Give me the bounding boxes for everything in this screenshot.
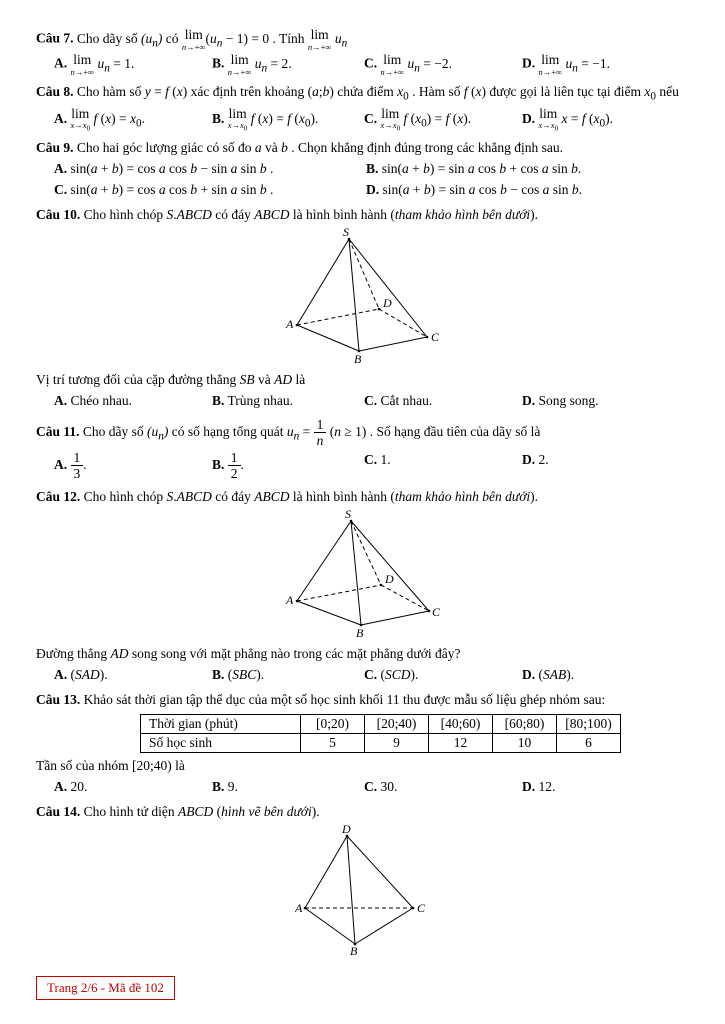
option-text: Chéo nhau.: [70, 393, 132, 409]
option-a: [54, 450, 212, 482]
table-cell: 10: [493, 733, 557, 752]
option-text: 20.: [70, 778, 88, 794]
option-a: [54, 665, 212, 685]
table-cell: 9: [365, 733, 429, 752]
option-letter: B.: [212, 667, 225, 683]
option-text: sin(a + b) = sin a cos b − cos a sin b.: [382, 181, 582, 197]
table-header-cell: [0;20): [301, 714, 365, 733]
question-8: [36, 82, 689, 133]
option-a: [54, 53, 212, 77]
figure-pyramid-sabcd-q12: [36, 509, 689, 643]
option-d: [522, 665, 689, 685]
option-text: $\frac{1}{2}$ .: [228, 457, 244, 472]
option-b: [212, 450, 364, 482]
option-letter: C.: [364, 55, 378, 71]
option-text: (SBC).: [227, 667, 265, 683]
option-b: [212, 53, 364, 77]
vertex-label-c: C: [431, 330, 440, 345]
option-c: [364, 107, 522, 133]
vertex-label-d: D: [383, 296, 392, 311]
table-header-cell: [60;80): [493, 714, 557, 733]
option-c: [364, 450, 522, 482]
question-text: Cho hình tứ diện ABCD (hình vẽ bên dưới).: [83, 804, 320, 820]
pyramid-drawing: [285, 227, 440, 365]
option-text: lim $x\to x_0$ f $(x) = x_0$.: [70, 105, 145, 134]
question-label: Câu 14.: [36, 804, 81, 820]
vertex-label-s: S: [345, 508, 351, 521]
option-letter: A.: [54, 456, 68, 472]
option-letter: B.: [366, 161, 379, 177]
question-13-options: [36, 777, 689, 797]
option-text: 30.: [380, 778, 398, 794]
option-d: [522, 53, 689, 77]
question-13-prompt: Tần số của nhóm [20;40) là: [36, 757, 185, 773]
table-header-cell: Thời gian (phút): [141, 714, 301, 733]
question-11-stem: [36, 417, 689, 449]
question-12-stem: [36, 487, 689, 507]
question-label: Câu 11.: [36, 423, 80, 439]
question-text: Cho hai góc lượng giác có số đo a và b . Chọn khẳng định đúng trong các khẳng định sau.: [76, 140, 564, 156]
option-text: lim $x\to x_0$ f $(x_0) = f$ (x).: [380, 105, 472, 134]
question-10-prompt: Vị trí tương đối của cặp đường thẳng SB và AD là: [36, 372, 306, 388]
vertex-label-a: A: [286, 592, 294, 607]
option-letter: D.: [522, 111, 536, 127]
table-cell: 6: [557, 733, 621, 752]
option-letter: D.: [522, 393, 536, 409]
option-b: [212, 665, 364, 685]
vertex-label-d: D: [385, 571, 394, 586]
option-letter: D.: [522, 778, 536, 794]
question-text: Cho hàm số y = f (x) xác định trên khoảng (a;b) chứa điểm $x_0$ . Hàm số f (x) được gọi là liên tục tại điểm $x_0$ nếu: [76, 84, 679, 103]
option-d: [522, 391, 689, 411]
option-text: sin(a + b) = cos a cos b − sin a sin b .: [70, 161, 274, 177]
option-b: [366, 159, 689, 179]
option-text: sin(a + b) = cos a cos b + sin a sin b .: [70, 181, 274, 197]
option-d: [366, 180, 689, 200]
question-7: [36, 28, 689, 77]
option-text: 9.: [227, 778, 238, 794]
question-text: Cho dãy số $(u_n)$ có lim n→+∞ $(u_n - 1) = 0$ . Tính lim n→+∞ $u_n$: [76, 27, 348, 52]
option-letter: B.: [212, 393, 225, 409]
vertex-label-b: B: [356, 625, 364, 639]
question-label: Câu 9.: [36, 140, 74, 156]
option-b: [212, 391, 364, 411]
option-text: (SAB).: [538, 667, 575, 683]
option-c: [364, 53, 522, 77]
table-cell: 12: [429, 733, 493, 752]
option-c: [364, 665, 522, 685]
question-7-stem: [36, 28, 689, 52]
option-text: Trùng nhau.: [227, 393, 294, 409]
option-text: (SAD).: [70, 667, 108, 683]
option-letter: C.: [364, 393, 378, 409]
question-label: Câu 7.: [36, 30, 74, 46]
option-text: Song song.: [538, 393, 599, 409]
tetrahedron-drawing: [295, 824, 430, 956]
option-letter: D.: [522, 55, 536, 71]
option-letter: D.: [522, 451, 536, 467]
question-text: Cho hình chóp S.ABCD có đáy ABCD là hình bình hành (tham khảo hình bên dưới).: [83, 206, 539, 222]
option-letter: C.: [364, 111, 378, 127]
option-text: 12.: [538, 778, 556, 794]
option-text: Cắt nhau.: [380, 393, 433, 409]
question-13-stem: [36, 690, 689, 710]
table-cell: 5: [301, 733, 365, 752]
question-9-stem: [36, 138, 689, 158]
question-12-options: [36, 665, 689, 685]
option-text: 1.: [380, 451, 391, 467]
question-text: Cho dãy số $(u_n)$ có số hạng tổng quát $u_n$ = $\frac{1}{n}$ (n ≥ 1) . Số hạng đầu tiên của dãy số là: [82, 416, 541, 449]
option-d: [522, 777, 689, 797]
option-c: [364, 777, 522, 797]
question-13: [36, 690, 689, 797]
table-header-cell: [40;60): [429, 714, 493, 733]
option-c: [364, 391, 522, 411]
option-letter: B.: [212, 111, 225, 127]
option-a: [54, 107, 212, 133]
question-10-stem: [36, 205, 689, 225]
option-letter: D.: [522, 667, 536, 683]
option-letter: A.: [54, 111, 68, 127]
question-11-options: [36, 450, 689, 482]
option-text: $\frac{1}{3}$ .: [71, 457, 87, 472]
option-b: [212, 107, 364, 133]
question-14-stem: [36, 802, 689, 822]
option-letter: C.: [364, 451, 378, 467]
question-14: [36, 802, 689, 960]
question-11: [36, 417, 689, 482]
vertex-label-b: B: [354, 352, 362, 366]
option-c: [54, 180, 366, 200]
option-text: lim $x\to x_0$ x = f $(x_0)$.: [538, 105, 613, 134]
option-letter: B.: [212, 55, 225, 71]
question-label: Câu 13.: [36, 692, 81, 708]
vertex-label-a: A: [286, 317, 294, 332]
question-label: Câu 8.: [36, 84, 74, 100]
option-letter: C.: [364, 667, 378, 683]
option-letter: B.: [212, 778, 225, 794]
vertex-label-a: A: [295, 901, 303, 916]
vertex-label-s: S: [343, 227, 349, 240]
option-a: [54, 777, 212, 797]
question-12-prompt: Đường thẳng AD song song với mặt phẳng nào trong các mặt phẳng dưới đây?: [36, 645, 461, 661]
table-header-cell: [80;100): [557, 714, 621, 733]
option-letter: A.: [54, 778, 68, 794]
option-text: lim $x\to x_0$ f (x) = f $(x_0)$.: [227, 105, 319, 134]
question-text: Cho hình chóp S.ABCD có đáy ABCD là hình bình hành (tham khảo hình bên dưới).: [83, 488, 539, 504]
question-10-options: [36, 391, 689, 411]
frequency-table: [140, 714, 621, 753]
option-letter: A.: [54, 667, 68, 683]
option-text: lim n→+∞ $u_n = 1$.: [70, 52, 135, 77]
question-label: Câu 10.: [36, 206, 81, 222]
option-a: [54, 391, 212, 411]
option-letter: A.: [54, 393, 68, 409]
question-8-options: [36, 107, 689, 133]
vertex-label-c: C: [417, 901, 426, 916]
option-b: [212, 777, 364, 797]
table-row: [141, 733, 621, 752]
question-7-options: [36, 53, 689, 77]
option-letter: A.: [54, 55, 68, 71]
option-letter: D.: [366, 181, 380, 197]
question-10: [36, 205, 689, 412]
option-letter: C.: [54, 181, 68, 197]
option-text: 2.: [538, 451, 549, 467]
option-text: sin(a + b) = sin a cos b + cos a sin b.: [381, 161, 582, 177]
question-text: Khảo sát thời gian tập thể dục của một số học sinh khối 11 thu được mẫu số liệu ghép nhóm sau:: [83, 692, 606, 708]
option-a: [54, 159, 366, 179]
option-d: [522, 450, 689, 482]
page-footer: Trang 2/6 - Mã đề 102: [36, 976, 175, 1000]
option-letter: B.: [212, 456, 225, 472]
table-cell: Số học sinh: [141, 733, 301, 752]
option-letter: C.: [364, 778, 378, 794]
vertex-label-d: D: [342, 824, 351, 837]
pyramid-drawing: [285, 509, 440, 639]
option-text: lim n→+∞ $u_n = 2$.: [227, 52, 292, 77]
vertex-label-c: C: [432, 604, 440, 619]
table-header-cell: [20;40): [365, 714, 429, 733]
table-header-row: [141, 714, 621, 733]
option-text: (SCD).: [380, 667, 419, 683]
question-8-stem: [36, 82, 689, 106]
option-text: lim n→+∞ $u_n = -1$.: [538, 52, 610, 77]
figure-tetrahedron-abcd: [36, 824, 689, 960]
option-d: [522, 107, 689, 133]
question-label: Câu 12.: [36, 488, 81, 504]
option-letter: A.: [54, 161, 68, 177]
question-9-options: [36, 159, 689, 200]
vertex-label-b: B: [350, 944, 358, 957]
question-12: [36, 487, 689, 686]
question-9: [36, 138, 689, 200]
figure-pyramid-sabcd-q10: [36, 227, 689, 369]
option-text: lim n→+∞ $u_n = -2$.: [380, 52, 452, 77]
